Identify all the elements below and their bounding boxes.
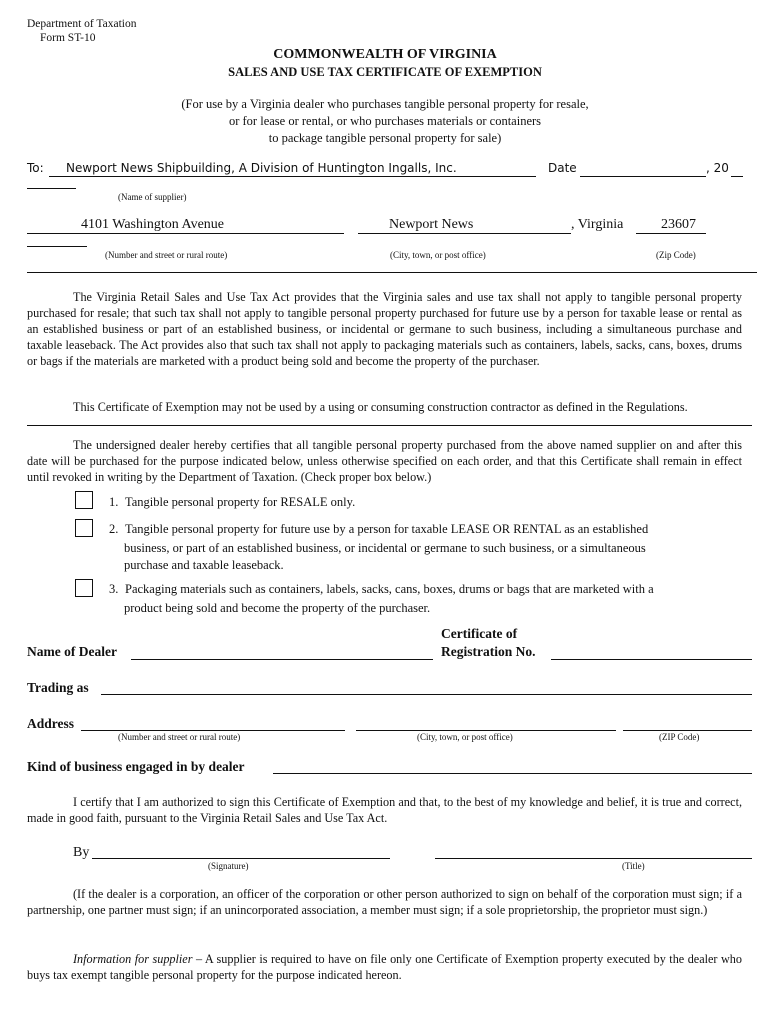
signer-note-text: (If the dealer is a corporation, an officer of the corporation or other person authorized to sign on behalf of the corporation must sign; if a partnership, one partner must sign; if an unincorporated association, a member must sign; if a sole proprietorship, the proprietor must sign.): [27, 887, 742, 917]
signature-caption: (Signature): [208, 861, 249, 871]
act-paragraph-text: The Virginia Retail Sales and Use Tax Act provides that the Virginia sales and use tax shall not apply to tangible personal property purchased for resale; that such tax shall not apply to tangible personal property purchased for future use by a person for taxable lease or rental as an established business or part of an established business, or incidental or germane to such business, including a simultaneous purchase and taxable leaseback. The Act provides also that such tax shall not apply to packaging materials such as containers, labels, sacks, cans, boxes, drums or bags if the materials are marketed with a product being sold and become the property of the purchaser.: [27, 290, 742, 368]
supplier-zip-caption: (Zip Code): [656, 250, 696, 260]
option-2-text-line-3: purchase and taxable leaseback.: [124, 558, 284, 572]
supplier-state: , Virginia: [571, 217, 624, 232]
dealer-name-field[interactable]: [131, 659, 433, 660]
certify-statement: [27, 794, 742, 826]
option-3-checkbox[interactable]: [75, 579, 93, 597]
trading-as-label: Trading as: [27, 680, 89, 695]
signature-field[interactable]: [92, 858, 390, 859]
contractor-paragraph: [27, 399, 742, 415]
option-2-number: 2.: [109, 522, 119, 536]
form-title: COMMONWEALTH OF VIRGINIA: [273, 47, 497, 62]
title-field[interactable]: [435, 858, 752, 859]
option-1-checkbox[interactable]: [75, 491, 93, 509]
option-3-text-line-2: product being sold and become the property of the purchaser.: [124, 601, 431, 615]
dealer-zip-field[interactable]: [623, 730, 752, 731]
supplier-street-caption: (Number and street or rural route): [105, 250, 228, 260]
contractor-paragraph-text: This Certificate of Exemption may not be used by a using or consuming construction contractor as defined in the Regulations.: [73, 400, 688, 414]
option-1-text: Tangible personal property for RESALE only.: [125, 495, 356, 509]
usage-line-1: (For use by a Virginia dealer who purchases tangible personal property for resale,: [181, 97, 589, 111]
supplier-info-label: Information for supplier: [73, 952, 193, 966]
supplier-info-text: – A supplier is required to have on file only one Certificate of Exemption property executed by the dealer who buys tax exempt tangible personal property for the purpose indicated hereon.: [27, 952, 742, 982]
trading-as-field[interactable]: [101, 694, 752, 695]
certification-paragraph: [27, 437, 742, 485]
date-label: Date: [548, 161, 577, 175]
act-paragraph: [27, 289, 742, 369]
dealer-city-field[interactable]: [356, 730, 616, 731]
supplier-name-line[interactable]: [49, 176, 536, 177]
dealer-address-label: Address: [27, 716, 75, 731]
supplier-name-value: Newport News Shipbuilding, A Division of Huntington Ingalls, Inc.: [66, 161, 457, 175]
certification-paragraph-text: The undersigned dealer hereby certifies that all tangible personal property purchased from the above named supplier on and after this date will be purchased for the purpose indicated below, unless otherwise specified on each order, and that this Certificate shall remain in effect until revoked in writing by the Department of Taxation. (Check proper box below.): [27, 438, 742, 484]
supplier-street-value: 4101 Washington Avenue: [81, 217, 225, 232]
to-label: To:: [27, 161, 44, 175]
supplier-city-value: Newport News: [389, 217, 474, 232]
kind-of-business-field[interactable]: [273, 773, 752, 774]
usage-line-3: to package tangible personal property for sale): [268, 131, 502, 145]
certificate-label-line-2: Registration No.: [441, 644, 536, 659]
form-subtitle: SALES AND USE TAX CERTIFICATE OF EXEMPTION: [228, 65, 542, 79]
certificate-label-line-1: Certificate of: [441, 626, 518, 641]
supplier-info: [27, 951, 742, 983]
date-year-line-cont: [27, 188, 76, 189]
date-year-prefix: , 20: [706, 161, 729, 175]
date-line[interactable]: [580, 176, 706, 177]
signer-note: [27, 886, 742, 918]
supplier-city-line[interactable]: [358, 233, 571, 234]
option-3-text-line-1: Packaging materials such as containers, labels, sacks, cans, boxes, drums or bags that are marketed with a: [125, 582, 654, 596]
registration-number-field[interactable]: [551, 659, 752, 660]
supplier-street-line-cont: [27, 246, 87, 247]
title-caption: (Title): [622, 861, 645, 871]
kind-of-business-label: Kind of business engaged in by dealer: [27, 759, 245, 774]
supplier-street-line[interactable]: [27, 233, 344, 234]
section-divider-1: [27, 272, 757, 273]
dealer-city-caption: (City, town, or post office): [417, 732, 513, 742]
option-2-text-line-2: business, or part of an established business, or incidental or germane to such business, or a simultaneous: [124, 541, 646, 555]
dealer-street-field[interactable]: [81, 730, 345, 731]
by-label: By: [73, 845, 90, 860]
usage-line-2: or for lease or rental, or who purchases materials or containers: [228, 114, 542, 128]
option-3-number: 3.: [109, 582, 119, 596]
supplier-caption: (Name of supplier): [118, 192, 187, 202]
dealer-name-label: Name of Dealer: [27, 644, 117, 659]
supplier-city-caption: (City, town, or post office): [390, 250, 486, 260]
dealer-zip-caption: (ZIP Code): [659, 732, 700, 742]
option-2-text-line-1: Tangible personal property for future use by a person for taxable LEASE OR RENTAL as an established: [125, 522, 649, 536]
option-2-checkbox[interactable]: [75, 519, 93, 537]
section-divider-2: [27, 425, 752, 426]
certify-statement-text: I certify that I am authorized to sign this Certificate of Exemption and that, to the best of my knowledge and belief, it is true and correct, made in good faith, pursuant to the Virginia Retail Sales and Use Tax Act.: [27, 795, 742, 825]
dealer-street-caption: (Number and street or rural route): [118, 732, 241, 742]
supplier-zip-line[interactable]: [636, 233, 706, 234]
option-1-number: 1.: [109, 495, 119, 509]
supplier-zip-value: 23607: [661, 217, 696, 232]
date-year-line[interactable]: [731, 176, 743, 177]
department-label: Department of Taxation: [27, 18, 137, 30]
form-number: Form ST-10: [40, 32, 96, 44]
